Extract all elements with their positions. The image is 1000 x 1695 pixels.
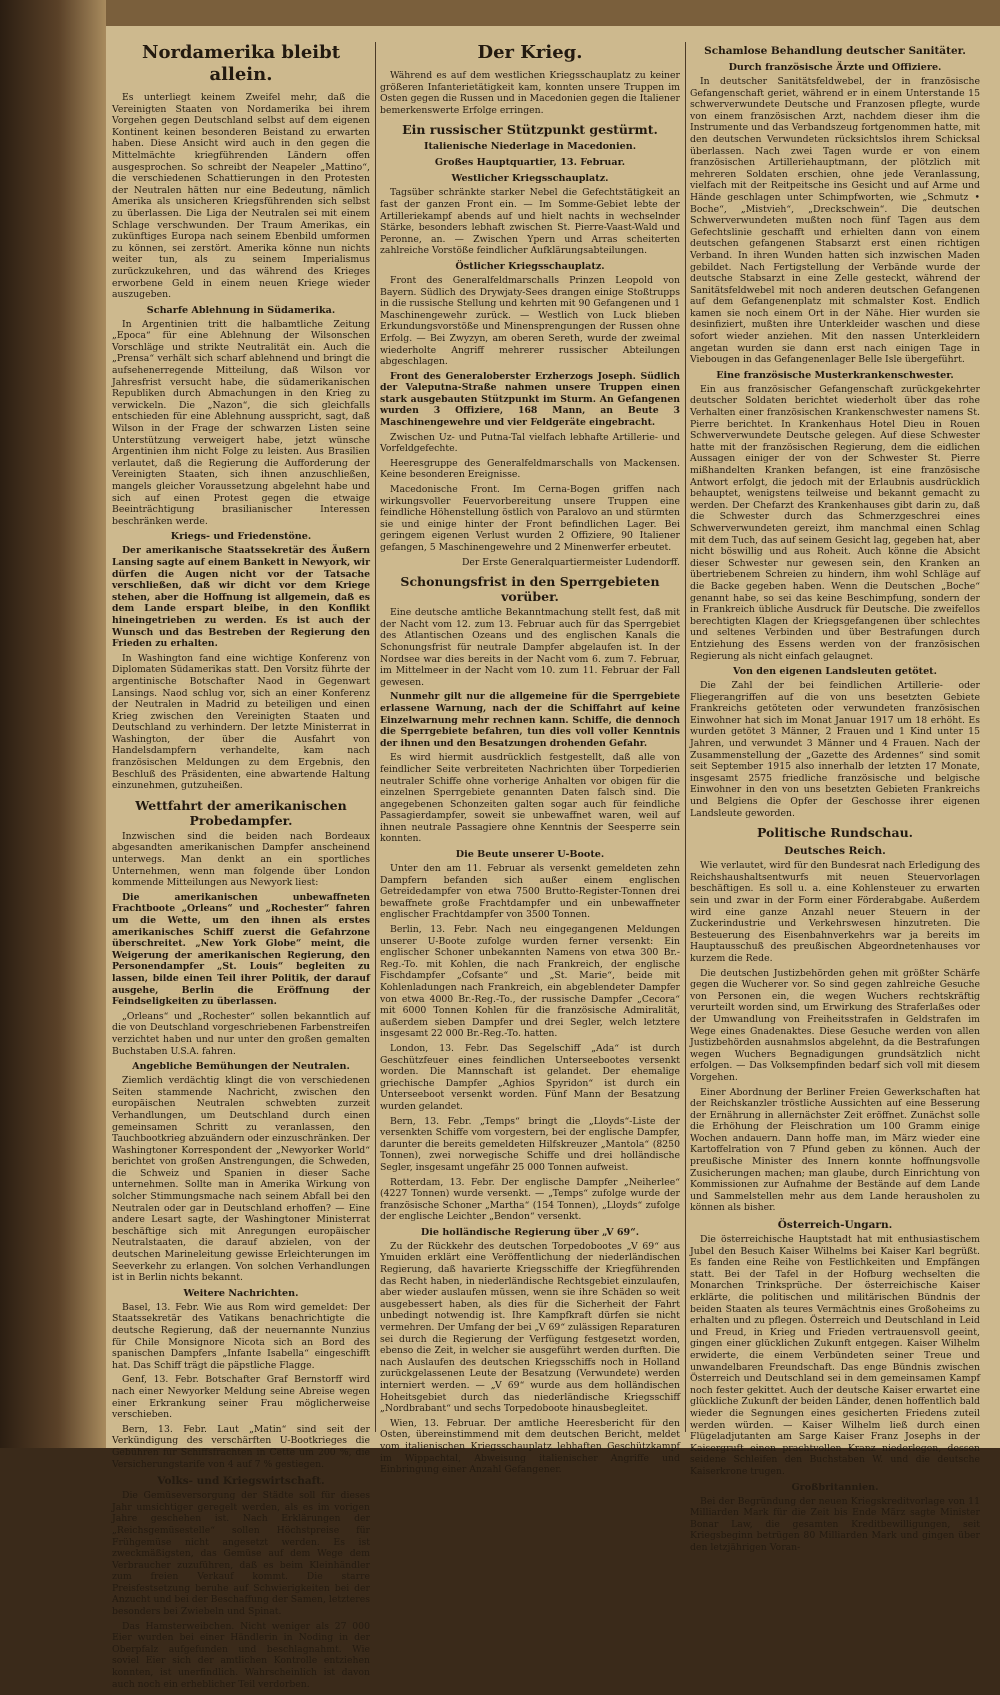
paragraph: In Argentinien tritt die halbamtliche Zeitung „Epoca“ für eine Ablehnung der Wilsonschen Vorschläge und strikte Neutralität ein. Auch die „Prensa“ verhält sich scharf ablehnend und bringt die aufsehenerregende Mitteilung, daß Wilson vor Jahresfrist versucht habe, die südamerikanischen Republiken durch Abmachungen in den Krieg zu verwickeln. Die „Nazon“, die sich gleichfalls entschieden für eine Ablehnung ausspricht, sagt, daß Wilson in der Frage der schwarzen Listen seine Unterstützung verweigert habe, jetzt wünsche Argentinien ihm nicht Folge zu leisten. Aus Brasilien verlautet, daß die Regierung die Aufforderung der Vereinigten Staaten, sich ihnen anzuschließen, mangels gleicher Voraussetzung abgelehnt habe und sich auf einen Protest gegen die etwaige Beeinträchtigung brasilianischer Interessen beschränken werde. (112, 318, 370, 527)
paragraph: Eine deutsche amtliche Bekanntmachung stellt fest, daß mit der Nacht vom 12. zum 13. Februar auch für das Sperrgebiet des Atlantischen Ozeans und des englischen Kanals die Schonungsfrist für neutrale Dampfer abgelaufen ist. In der Nordsee war dies bereits in der Nacht vom 6. zum 7. Februar, im Mittelmeer in der Nacht vom 10. zum 11. Februar der Fall gewesen. (380, 607, 680, 688)
paragraph: Genf, 13. Febr. Botschafter Graf Bernstorff wird nach einer Newyorker Meldung seine Abreise wegen einer Erkrankung seiner Frau möglicherweise verschieben. (112, 1374, 370, 1421)
subheading: Italienische Niederlage in Macedonien. (423, 141, 637, 153)
subheading: Von den eigenen Landsleuten getötet. (733, 666, 937, 678)
subheading: Weitere Nachrichten. (183, 1287, 299, 1299)
subheading: Östlicher Kriegsschauplatz. (455, 260, 605, 272)
paragraph: „Orleans“ und „Rochester“ sollen bekanntlich auf die von Deutschland vorgeschriebenen Farbenstreifen verzichtet haben und nur unter den großen gemalten Buchstaben U.S.A. fahren. (112, 1010, 370, 1057)
paragraph: Wie verlautet, wird für den Bundesrat nach Erledigung des Reichshaushaltsentwurfs mit neuen Steuervorlagen beschäftigen. Es soll u. a. eine Kohlensteuer zu erwarten sein und zwar in der Form einer Förderabgabe. Außerdem wird eine ganze Anzahl neuer Steuern in der Zuckerindustrie und Verkehrswesen hinzutreten. Die Besteuerung des Eisenbahnverkehrs war ja bereits im Hauptausschuß des preußischen Abgeordnetenhauses vor kurzem die Rede. (690, 860, 980, 964)
column-divider (375, 42, 376, 1432)
paragraph: Ziemlich verdächtig klingt die von verschiedenen Seiten stammende Nachricht, zwischen den europäischen Neutralen schwebten zurzeit Verhandlungen, um Deutschland durch einen gemeinsamen Schritt zu veranlassen, den Tauchbootkrieg abzuändern oder einzuschränken. Der Washingtoner Korrespondent der „Newyorker World“ berichtet von großen Anstrengungen, die Schweden, die Schweiz und Spanien in dieser Sache unternehmen. Sollte man in Amerika Wirkung von solcher Stimmungsmache nach seinem Abfall bei den Neutralen oder gar in Deutschland erhoffen? — Eine andere Lesart sagte, der Washingtoner Ministerrat beschäftige sich mit Anregungen europäischer Neutralstaaten, die darauf abzielen, von der deutschen Marineleitung gewisse Erleichterungen im Seeverkehr zu erlangen. Von solchen Verhandlungen ist in Berlin nichts bekannt. (112, 1075, 370, 1284)
headline-wettfahrt: Wettfahrt der amerikanischen Probedampfer. (135, 797, 347, 828)
dateline: Großes Hauptquartier, 13. Februar. (434, 157, 626, 169)
paragraph: Wien, 13. Februar. Der amtliche Heeresbericht für den Osten, übereinstimmend mit dem deutschen Bericht, meldet vom italienischen Kriegsschauplatz lebhaften Geschützkampf im Wippachtal, Abweisung italienischer Angriffe und Einbringung einer Anzahl Gefangener. (380, 1417, 680, 1476)
paragraph: Front des Generalfeldmarschalls Prinzen Leopold von Bayern. Südlich des Drywjaty-Sees drangen einige Stoßtrupps in die russische Stellung und kehrten mit 90 Gefangenen und 1 Maschinengewehr zurück. — Westlich von Luck blieben Erkundungsvorstöße und Minensprengungen der Russen ohne Erfolg. — Bei Zwyzyn, am oberen Sereth, wurde der zweimal wiederholte Angriff mehrerer russischer Abteilungen abgeschlagen. (380, 274, 680, 368)
paragraph: Bei der Begründung der neuen Kriegskreditvorlage von 11 Milliarden Mark für die Zeit bis Ende März sagte Minister Bonar Law, die gesamten Kreditbewilligungen, seit Kriegsbeginn betrügen 80 Milliarden Mark und gingen über den letzjährigen Voran- (690, 1495, 980, 1553)
subheading: Die holländische Regierung über „V 69“. (420, 1226, 640, 1238)
paragraph: Rotterdam, 13. Febr. Der englische Dampfer „Neiherlee“ (4227 Tonnen) wurde versenkt. — „Temps“ zufolge wurde der französische Schoner „Martha“ (154 Tonnen), „Lloyds“ zufolge der englische Leichter „Bendon“ versenkt. (380, 1176, 680, 1223)
paragraph: Die deutschen Justizbehörden gehen mit größter Schärfe gegen die Wucherer vor. So sind gegen zahlreiche Gesuche von Personen ein, die wegen Wuchers rechtskräftig verurteilt worden sind, um Erwirkung des Straferlaßes oder der Umwandlung von Freiheitsstrafen in Geldstrafen im Wege eines Gnadenaktes. Diese Gesuche werden von allen Justizbehörden ausnahmslos abgelehnt, da die Bestrafungen wegen Wuchers Begnadigungen grundsätzlich nicht erfolgen. — Das Volksempfinden bedarf sich voll mit diesem Vorgehen. (690, 967, 980, 1083)
paragraph: Die Gemüseversorgung der Städte soll für dieses Jahr umsichtiger geregelt werden, als es im vorigen Jahre geschehen ist. Nach Erklärungen der „Reichsgemüsestelle“ sollen Höchstpreise für Frühgemüse nicht angesetzt werden. Es ist zweckmäßigsten, das Gemüse auf dem Wege dem Verbraucher zuzuführen, daß es beim Kleinhändler zum freien Verkauf kommt. Die starre Preisfestsetzung beruhe auf Schwierigkeiten bei der Anzucht und bei der Beschaffung der Samen, letzteres besonders bei Zwiebeln und Spinat. (112, 1490, 370, 1618)
paragraph: Während es auf dem westlichen Kriegsschauplatz zu keiner größeren Infanterietätigkeit kam, konnten unsere Truppen im Osten gegen die Russen und in Macedonien gegen die Italiener bemerkenswerte Erfolge erringen. (380, 70, 680, 116)
paragraph: Basel, 13. Febr. Wie aus Rom wird gemeldet: Der Staatssekretär des Vatikans benachrichtigte die deutsche Regierung, daß der neuernannte Nunzius für Chile Monsignore Nicota sich an Bord des spanischen Dampfers „Infante Isabella“ eingeschifft hat. Das Schiff trägt die päpstliche Flagge. (112, 1301, 370, 1371)
paragraph: London, 13. Febr. Das Segelschiff „Ada“ ist durch Geschützfeuer eines feindlichen Unterseebootes versenkt worden. Die Mannschaft ist gelandet. Der ehemalige griechische Dampfer „Aghios Spyridon“ ist durch ein Unterseeboot versenkt worden. Fünf Mann der Besatzung wurden gelandet. (380, 1042, 680, 1112)
section-grossbritannien: Großbritannien. (791, 1481, 879, 1493)
paragraph: Der amerikanische Staatssekretär des Äußern Lansing sagte auf einem Bankett in Newyork, wir dürfen die Augen nicht vor der Tatsache verschließen, daß wir dicht vor dem Kriege stehen, aber die Hoffnung ist allgemein, daß es dem Lande erspart bleibe, in den Konflikt hineingetrieben zu werden. Es ist auch der Wunsch und das Bestreben der Regierung den Frieden zu erhalten. (112, 545, 370, 650)
paragraph: Die amerikanischen unbewaffneten Frachtboote „Orleans“ und „Rochester“ fahren um die Wette, um den ihnen als erstes amerikanisches Schiff zuerst die Gefahrzone überschreitet. „New York Globe“ meint, die Weigerung der amerikanischen Regierung, den Personendampfer „St. Louis“ begleiten zu lassen, bilde einen Teil ihrer Politik, der darauf ausgehe, Berlin die Eröffnung der Feindseligkeiten zu überlassen. (112, 891, 370, 1008)
paragraph: Bern, 13. Febr. Laut „Matin“ sind seit der Verkündigung des verschärften U-Bootkrieges die Gebühren für Schiffsfrachten in Cette um 200 %, die Versicherungstarife von 4 auf 7 % gestiegen. (112, 1423, 370, 1470)
subheading: Die Beute unserer U-Boote. (455, 849, 605, 861)
headline-nordamerika: Nordamerika bleibt allein. (141, 42, 341, 85)
paragraph: Heeresgruppe des Generalfeldmarschalls von Mackensen. Keine besonderen Ereignisse. (380, 457, 680, 481)
top-edge (106, 0, 1000, 26)
paragraph: Zwischen Uz- und Putna-Tal vielfach lebhafte Artillerie- und Vorfeldgefechte. (380, 431, 680, 455)
paragraph: Nunmehr gilt nur die allgemeine für die Sperrgebiete erlassene Warnung, nach der die Schiffahrt auf keine Einzelwarnung mehr rechnen kann. Schiffe, die dennoch die Sperrgebiete befahren, tun dies voll voller Kenntnis der ihnen und den Besatzungen drohenden Gefahr. (380, 691, 680, 749)
paragraph: Die österreichische Hauptstadt hat mit enthusiastischem Jubel den Besuch Kaiser Wilhelms bei Kaiser Karl begrüßt. Es fanden eine Reihe von Festlichkeiten und Empfängen statt. Bei der Tafel in der Hofburg wechselten die Monarchen Trinksprüche. Der österreichische Kaiser erklärte, die politischen und militärischen Bündnis der beiden Staaten als teures Vermächtnis eines Großoheims zu erhalten und zu pflegen. Österreich und Deutschland in Leid und Freud, in Krieg und Frieden vertrauensvoll geeint, gingen einer glücklichen Zukunft entgegen. Kaiser Wilhelm erwiderte, die einem Verbündeten seiner Treue und unwandelbaren Freundschaft. Das enge Bündnis zwischen Österreich und Deutschland sei in dem gemeinsamen Kampf noch fester gekittet. Auch der deutsche Kaiser erwartet eine glückliche Zukunft der beiden Länder, denen hoffentlich bald wieder die Segnungen eines gesicherten Friedens zuteil werden würden. — Kaiser Wilhelm ließ durch einen Flügeladjutanten am Sarge Kaiser Franz Josephs in der Kaisergruft einen prachtvollen Kranz niederlegen, dessen seidene Schleifen den Buchstaben W. und die deutsche Kaiserkrone trugen. (690, 1234, 980, 1477)
paragraph: Inzwischen sind die beiden nach Bordeaux abgesandten amerikanischen Dampfer anscheinend unterwegs. Man denkt an ein sportliches Unternehmen, wenn man folgende über London kommende Mitteilungen aus Newyork liest: (112, 830, 370, 889)
headline-politische-rundschau: Politische Rundschau. (756, 825, 914, 841)
paragraph: Bern, 13. Febr. „Temps“ bringt die „Lloyds“-Liste der versenkten Schiffe vom vorgestern, bei der englische Dampfer, darunter die bereits gemeldeten Hilfskreuzer „Mantola“ (8250 Tonnen), zwei norwegische Schiffe und drei holländische Segler, insgesamt ungefähr 25 000 Tonnen aufweist. (380, 1115, 680, 1173)
column-3 (690, 40, 980, 1553)
subheading: Kriegs- und Friedenstöne. (170, 531, 312, 543)
headline-schonungsfrist: Schonungsfrist in den Sperrgebieten vorüber. (400, 574, 660, 605)
paragraph: Front des Generaloberster Erzherzogs Joseph. Südlich der Valeputna-Straße nahmen unsere Truppen einen stark ausgebauten Stützpunkt im Sturm. An Gefangenen wurden 3 Offiziere, 168 Mann, an Beute 3 Maschinengewehre und vier Feldgeräte eingebracht. (380, 370, 680, 429)
signature: Der Erste Generalquartiermeister Ludendorff. (461, 556, 680, 568)
paragraph: In deutscher Sanitätsfeldwebel, der in französische Gefangenschaft geriet, während er in einem Unterstande 15 schwerverwundete Deutsche und Franzosen pflegte, wurde von einem französischen Arzt, nachdem dieser ihm die Instrumente und das Verbandszeug fortgenommen hatte, mit den deutschen Verwundeten rücksichtslos ihrem Schicksal überlassen. Nach zwei Tagen wurde er von einem französischen Artilleriehauptmann, der plötzlich mit mehreren Soldaten erschien, ohne jede Veranlassung, vielfach mit der Reitpeitsche ins Gesicht und auf Arme und Hände geschlagen unter Schimpfworten, wie „Schmutz • Boche“, „Mistvieh“, „Dreckschwein“. Die deutschen Schwerverwundeten mußten noch fünf Tagen aus dem Gefechtslinie geschafft und erhielten dann von einem deutschen gefangenen Stabsarzt erst einen richtigen Verband. In ihren Wunden hatten sich inzwischen Maden gebildet. Nach Fertigstellung der Verbände wurde der deutsche Stabsarzt in eine Zelle gesteckt, während der Sanitätsfeldwebel mit noch anderen deutschen Gefangenen auf dem Gefangenenplatz mit schmalster Kost. Endlich kamen sie noch einem Ort in der Nähe. Hier wurden sie desinfiziert, mußten ihre Unterkleider waschen und diese sofort wieder anziehen. Mit den nassen Unterkleidern angetan wurden sie dann erst nach einigen Tage in Viebougen in das Gefangenenlager Belle Isle übergeführt. (690, 76, 980, 366)
paragraph: Unter den am 11. Februar als versenkt gemeldeten zehn Dampfern befanden sich außer einem englischen Getreidedampfer von etwa 7500 Brutto-Register-Tonnen drei bewaffnete große Frachtdampfer und ein unbewaffneter englischer Frachtdampfer von 3500 Tonnen. (380, 863, 680, 921)
paragraph: In Washington fand eine wichtige Konferenz von Diplomaten Südamerikas statt. Den Vorsitz führte der argentinische Botschafter Naod in Gegenwart Lansings. Naod schlug vor, sich an einer Konferenz der Neutralen in Madrid zu beteiligen und einen Krieg zwischen den Vereinigten Staaten und Deutschland zu verhindern. Der letzte Ministerrat in Washington, der über die Ausfahrt von Handelsdampfern verhandelte, kam nach französischen Meldungen zu dem Ergebnis, den Beschluß des Präsidenten, eine abwartende Haltung einzunehmen, gutzuheißen. (112, 652, 370, 792)
paragraph: Die Zahl der bei feindlichen Artillerie- oder Fliegerangriffen auf die von uns besetzten Gebiete Frankreichs getöteten oder verwundeten französischen Einwohner hat sich im Monat Januar 1917 um 18 erhöht. Es wurden getötet 3 Männer, 2 Frauen und 1 Kind unter 15 Jahren, und verwundet 3 Männer und 4 Frauen. Nach der Zusammenstellung der „Gazette des Ardennes“ sind somit seit September 1915 also innerhalb der letzten 17 Monate, insgesamt 2575 friedliche französische und belgische Einwohner in den von uns besetzten Gebieten Frankreichs und Belgiens die Opfer der Geschosse ihrer eigenen Landsleute geworden. (690, 680, 980, 819)
column-2 (380, 40, 680, 1476)
paragraph: Einer Abordnung der Berliner Freien Gewerkschaften hat der Reichskanzler tröstliche Aussichten auf eine Besserung der Ernährung in allernächster Zeit eröffnet. Zunächst solle die Erhöhung der Fleischration um 100 Gramm einige Wochen andauern. Dann hoffe man, im März wieder eine Kartoffelration von 7 Pfund geben zu können. Auch der preußische Minister des Innern konnte hoffnungsvolle Zusicherungen machen; man glaube, durch Einrichtung von Kommissionen zur Aufnahme der Bestände auf dem Lande und Sammelstellen mehr aus dem Lande herausholen zu können als bisher. (690, 1086, 980, 1214)
section-deutsches-reich: Deutsches Reich. (784, 845, 886, 858)
paragraph: Zu der Rückkehr des deutschen Torpedobootes „V 69“ aus Ymuiden erklärt eine Veröffentlichung der niederländischen Regierung, daß havarierte Kriegsschiffe der Kriegführenden das Recht haben, in niederländische Rechtsgebiet einzulaufen, aber wieder auslaufen müssen, wenn sie ihre Schäden so weit ausgebessert haben, als dies für die Sicherheit der Fahrt unbedingt notwendig ist. Ihre Kampfkraft dürfen sie nicht vermehren. Der Umfang der bei „V 69“ zulässigen Reparaturen sei durch die Regierung der Verfügung festgesetzt worden, ebenso die Zeit, in welcher sie ausgeführt werden durften. Die nach Auslaufen des deutschen Kriegsschiffs noch in Holland zurückgelassenen Leute der Besatzung (Verwundete) werden interniert werden. — „V 69“ wurde aus dem holländischen Hoheitsgebiet durch das niederländische Kriegsschiff „Nordbrabant“ und sechs Torpedoboote hinausbegleitet. (380, 1240, 680, 1415)
column-1 (112, 40, 370, 1690)
headline-stuetzpunkt: Ein russischer Stützpunkt gestürmt. (402, 122, 658, 138)
subheading: Scharfe Ablehnung in Südamerika. (146, 304, 336, 316)
paragraph: Es unterliegt keinem Zweifel mehr, daß die Vereinigten Staaten von Nordamerika bei ihrem Vorgehen gegen Deutschland selbst auf dem eigenen Kontinent keinen besonderen Beistand zu erwarten haben. Diese Ansicht wird auch in den gegen die Mittelmächte kriegführenden Ländern offen ausgesprochen. So schreibt der Neapeler „Mattino“, die verschiedenen Schattierungen in den Protesten der Neutralen hätten nur eine Bedeutung, nämlich Amerika als unsicheren Kriegsführenden sich selbst zu überlassen. Die Liga der Neutralen sei mit einem Schlage verschwunden. Der Traum Amerikas, ein zukünftiges Europa nach seinem Ebenbild umformen zu können, sei zerstört. Amerika könne nun nichts weiter tun, als zu seinem Imperialismus zurückzukehren, und das während des Krieges erworbene Geld in einem neuen Kriege wieder auszugeben. (112, 92, 370, 301)
paragraph: Ein aus französischer Gefangenschaft zurückgekehrter deutscher Soldaten berichtet wiederholt über das rohe Verhalten einer französischen Krankenschwester namens St. Pierre berichtet. In Krankenhaus Hotel Dieu in Rouen Schwerverwundete Deutsche gelegen. Auf diese Schwester hatte mit der französischen Regierung, dem die eidlichen Aussagen einiger der von der Schwester St. Pierre mißhandelten Kranken befangen, ist eine französische Antwort erfolgt, die jedoch mit der Erlaubnis ausdrücklich behauptet, wenigstens teilweise und bekannt gemacht zu werden. Der Chefarzt des Krankenhauses gibt darin zu, daß die Schwester durch das Schmerzgeschrei eines Schwerverwundeten gereizt, ihm manchmal einen Schlag mit dem Tuch, das auf seinem Gesicht lag, gegeben hat, aber nicht böswillig und aus Roheit. Auch könne die Absicht dieser Schwester nur gewesen sein, den Kranken an übertriebenem Schreien zu hindern, ihm wohl Schläge auf die Backe gegeben haben. Wenn die Deutschen „Boche“ genannt habe, so sei das keine Beschimpfung, sondern der in Frankreich übliche Ausdruck für Deutsche. Die zweifellos berechtigten Klagen der Kriegsgefangenen über schlechtes und seltenes Verbinden und über Bestrafungen durch Entziehung des Essens werden von der französischen Regierung als nicht einfach gelaugnet. (690, 383, 980, 662)
paragraph: Macedonische Front. Im Cerna-Bogen griffen nach wirkungsvoller Feuervorbereitung unsere Truppen eine feindliche Höhenstellung östlich von Paralovo an und stürmten sie und einige hinter der Front befindlichen Lager. Bei geringem eigenen Verlust wurden 2 Offiziere, 90 Italiener gefangen, 5 Maschinengewehre und 2 Minenwerfer erbeutet. (380, 484, 680, 553)
headline-schamlos: Schamlose Behandlung deutscher Sanitäter. (704, 45, 966, 57)
column-divider (685, 42, 686, 1432)
subheading: Eine französische Musterkrankenschwester. (716, 369, 954, 381)
section-oesterreich-ungarn: Österreich-Ungarn. (777, 1219, 893, 1232)
paragraph: Das Hamsterweibchen. Nicht weniger als 27 000 Eier wurden bei einer Händlerin in Noding in der Oberpfalz aufgefunden und beschlagnahmt. Wie soviel Eier sich der amtlichen Kontrolle entziehen konnten, ist unerfindlich. Wahrscheinlich ist davon auch noch ein erheblicher Teil verdorben. (112, 1620, 370, 1690)
paragraph: Berlin, 13. Febr. Nach neu eingegangenen Meldungen unserer U-Boote zufolge wurden ferner versenkt: Ein englischer Schoner unbekannten Namens von etwa 300 Br.-Reg.-To. mit Kohlen, die nach Frankreich, der englische Fischdampfer „Cofsante“ und „St. Marie“, beide mit Kohlenladungen nach Frankreich, ein abgeblendeter Dampfer von etwa 4000 Br.-Reg.-To., der russische Dampfer „Cecora“ mit 6000 Tonnen Kohlen für die französische Admiralität, außerdem sieben Dampfer und drei Segler, welch letztere insgesamt 22 000 Br.-Reg.-To. hatten. (380, 924, 680, 1040)
subheading: Westlicher Kriegsschauplatz. (451, 173, 609, 185)
subheading: Angebliche Bemühungen der Neutralen. (132, 1061, 350, 1073)
subheading: Durch französische Ärzte und Offiziere. (728, 62, 942, 73)
headline-krieg: Der Krieg. (477, 42, 583, 63)
book-binding (0, 0, 106, 1448)
headline-volkswirtschaft: Volks- und Kriegswirtschaft. (157, 1475, 325, 1488)
paragraph: Es wird hiermit ausdrücklich festgestellt, daß alle von feindlicher Seite verbreiteten Nachrichten über Torpedierien neutraler Schiffe ohne vorherige Anhalten vor obigen für die einzelnen Sperrgebiete genannten Daten falsch sind. Die angegebenen Schonzeiten galten sogar auch für feindliche Passagierdampfer, soweit sie unbewaffnet waren, weil auf ihnen neutrale Passagiere ohne Kenntnis der Seesperre sein konnten. (380, 752, 680, 845)
paragraph: Tagsüber schränkte starker Nebel die Gefechtstätigkeit an fast der ganzen Front ein. — Im Somme-Gebiet lebte der Artilleriekampf abends auf und hielt nachts in wechselnder Stärke, besonders lebhaft zwischen St. Pierre-Vaast-Wald und Peronne, an. — Zwischen Ypern und Arras scheiterten zahlreiche Vorstöße feindlicher Aufklärungsabteilungen. (380, 187, 680, 257)
